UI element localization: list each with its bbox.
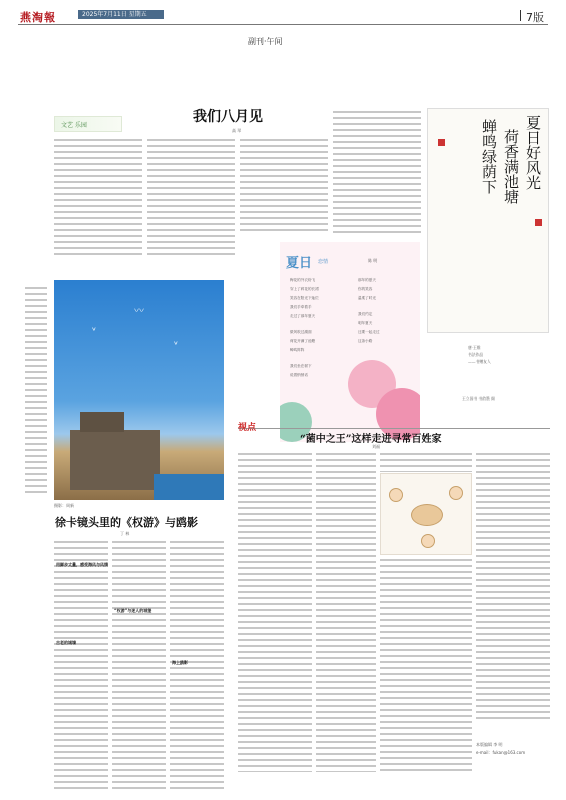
article-column	[112, 540, 166, 790]
article-author: 刘福	[372, 444, 380, 449]
poem-line: 我们坐在树下	[290, 364, 312, 368]
article-column	[54, 540, 108, 790]
calligraphy-caption: ——书赠友人	[468, 359, 491, 364]
poem-line: 温柔了时光	[358, 296, 376, 300]
section-label: 副刊·午间	[248, 37, 283, 46]
column-banner	[54, 116, 122, 132]
article-author: 高 翠	[232, 128, 242, 133]
subhead: 海上鸥影	[172, 660, 188, 665]
banner-label: 文艺 乐园	[61, 122, 87, 129]
subhead: 用脚步丈量，感受海风与风情	[56, 562, 108, 567]
editor-credit: 本版编辑 李 明	[476, 742, 503, 747]
article-column	[380, 452, 472, 472]
poem-line: 那年的夏天	[358, 278, 376, 282]
poem-line: 说着悄悄话	[290, 373, 308, 377]
poem-line: 微风吹过湖面	[290, 330, 312, 334]
dish-image	[411, 504, 443, 526]
poem-author: 陈 明	[368, 258, 378, 263]
seagull-icon: ᵛ	[92, 326, 97, 337]
poem-subtitle: 恋情	[318, 259, 329, 265]
editor-email: e-mail：fukan@163.com	[476, 750, 526, 755]
article-column	[476, 452, 550, 722]
side-text	[25, 286, 47, 496]
poem-panel	[280, 242, 420, 442]
person-image	[421, 534, 435, 548]
seal-stamp	[535, 219, 542, 226]
poem-line: 梅花的外衣纷飞	[290, 278, 316, 282]
poem-line: 这条小路	[358, 339, 373, 343]
calligraphy-caption: 书法作品	[468, 352, 484, 357]
poem-title: 夏日	[286, 256, 313, 271]
poem-line: 蝉鸣阵阵	[290, 348, 305, 352]
dinner-illustration	[380, 473, 472, 555]
article-title: 徐卡镜头里的《权游》与鸥影	[55, 516, 198, 529]
poem-line: 笑容在阳光下灿烂	[290, 296, 319, 300]
article-title: “菌中之王”这样走进寻常百姓家	[300, 434, 442, 445]
article-column	[333, 110, 421, 235]
fortress-image	[70, 430, 160, 490]
header-rule	[18, 24, 548, 25]
date-bar: 2025年7月11日 星期五	[78, 10, 164, 19]
seagull-icon: 〰	[134, 306, 144, 317]
seagull-photo	[54, 280, 224, 500]
article-column	[54, 138, 142, 258]
poem-line: 还要一起走过	[358, 330, 380, 334]
article-author: 丁 林	[120, 531, 130, 536]
photo-caption: 摄影：周新	[54, 503, 74, 508]
article-column	[240, 138, 328, 233]
poem-line: 走过了那年夏天	[290, 314, 316, 318]
article-column	[380, 558, 472, 772]
seal-stamp	[438, 139, 445, 146]
viewpoint-badge: 视点	[238, 423, 257, 433]
poem-line: 穿上了碎花的长裙	[290, 287, 319, 291]
subhead: “权游”与迷人的城堡	[114, 608, 152, 613]
person-image	[389, 488, 403, 502]
poem-line: 明年夏天	[358, 321, 373, 325]
subhead: 古老的城墙	[56, 640, 76, 645]
article-column	[147, 138, 235, 258]
poem-line: 我们手牵着手	[290, 305, 312, 309]
page-number: 7版	[526, 11, 544, 24]
person-image	[449, 486, 463, 500]
article-column	[238, 452, 312, 772]
calligraphy-caption: 唐·王维	[468, 345, 481, 350]
poem-line: 我们约定	[358, 312, 373, 316]
calligraphy-column: 蝉鸣绿荫下	[480, 119, 498, 194]
calligraphy-column: 夏日好风光	[524, 115, 542, 190]
sea-image	[154, 474, 224, 500]
calligraphy-artwork	[427, 108, 549, 333]
article-column	[316, 452, 376, 772]
calligraphy-credit: 王立国书 书韵墨 阁	[462, 396, 495, 401]
seagull-icon: ᵛ	[174, 340, 179, 351]
article-title: 我们八月见	[193, 109, 263, 125]
calligraphy-column: 荷香满池塘	[502, 129, 520, 204]
poem-line: 荷花开满了池塘	[290, 339, 316, 343]
section-divider	[238, 428, 550, 429]
poem-line: 你的笑容	[358, 287, 373, 291]
masthead-logo: 燕淘報	[20, 11, 56, 24]
